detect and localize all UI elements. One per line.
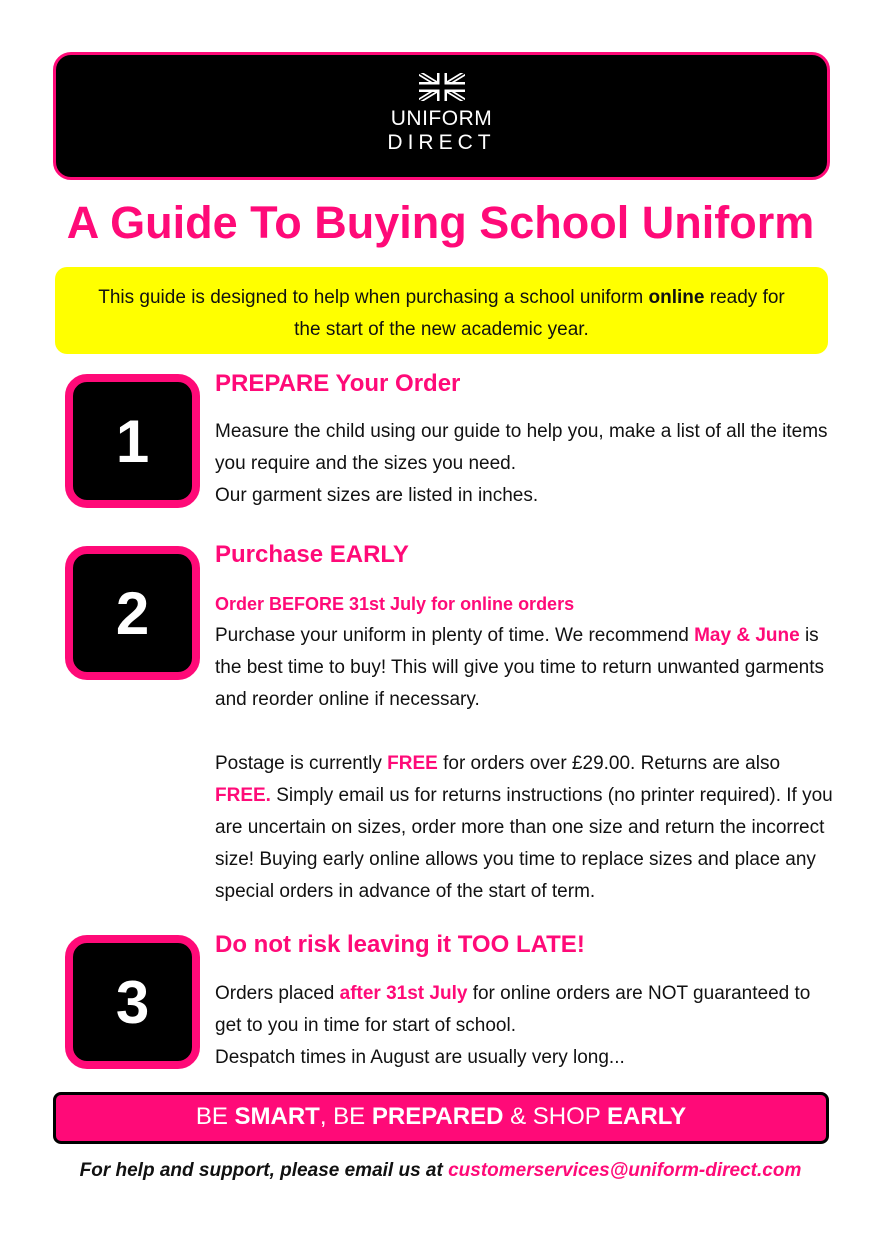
step-3-heading: Do not risk leaving it TOO LATE! bbox=[215, 931, 585, 958]
step-1-text-2: Our garment sizes are listed in inches. bbox=[215, 485, 539, 506]
logo-text-uniform: UNIFORM bbox=[390, 107, 493, 130]
step-3-number-badge: 3 bbox=[65, 935, 200, 1069]
step-2-text-b: is the best time to buy! This will give you time to return unwanted garments and reorder online if necessary. bbox=[215, 625, 825, 710]
support-email-link[interactable]: customerservices@uniform-direct.com bbox=[448, 1160, 802, 1181]
footer-support bbox=[0, 1160, 881, 1182]
slogan-text-1: BE bbox=[195, 1103, 235, 1130]
page-title: A Guide To Buying School Uniform bbox=[66, 197, 815, 248]
brand-logo bbox=[56, 73, 827, 155]
step-2-postage-text: Postage is currently bbox=[215, 753, 388, 774]
step-1-heading: PREPARE Your Order bbox=[215, 370, 461, 397]
free-label: FREE bbox=[387, 753, 438, 774]
slogan-text-3: & SHOP bbox=[503, 1103, 608, 1130]
step-2-number-badge: 2 bbox=[65, 546, 200, 680]
logo-text-direct: DIRECT bbox=[387, 131, 496, 154]
step-3-paragraph-1 bbox=[215, 978, 835, 1042]
step-2-paragraph-2 bbox=[215, 748, 835, 908]
footer-text: For help and support, please email us at bbox=[79, 1160, 449, 1181]
slogan-prepared: PREPARED bbox=[371, 1103, 504, 1130]
step-2-text: Purchase your uniform in plenty of time. We recommend bbox=[215, 625, 695, 646]
union-jack-flag-icon bbox=[419, 73, 465, 101]
step-2-body bbox=[215, 588, 835, 908]
step-1-body bbox=[215, 416, 835, 512]
step-1-text: Measure the child using our guide to help you, make a list of all the items you require and the sizes you need. bbox=[215, 421, 828, 474]
slogan-smart: SMART bbox=[234, 1103, 320, 1130]
step-3-paragraph-2: Despatch times in August are usually very long... bbox=[215, 1047, 625, 1068]
step-3-body bbox=[215, 978, 835, 1074]
slogan-banner bbox=[53, 1092, 829, 1144]
step-3-text: Orders placed bbox=[215, 983, 340, 1004]
step-2-highlight: May & June bbox=[694, 625, 800, 646]
step-2-postage-text-b: for orders over £29.00. Returns are also bbox=[437, 753, 781, 774]
slogan-early: EARLY bbox=[607, 1103, 687, 1130]
slogan-text-2: , BE bbox=[319, 1103, 372, 1130]
intro-text: This guide is designed to help when purchasing a school uniform bbox=[98, 287, 649, 308]
header-banner bbox=[53, 52, 830, 180]
step-1-number-badge: 1 bbox=[65, 374, 200, 508]
intro-box bbox=[55, 267, 828, 354]
intro-bold: online bbox=[648, 287, 705, 308]
step-2-subheading: Order BEFORE 31st July for online orders bbox=[215, 594, 575, 614]
intro-text-end: ready for the start of the new academic year. bbox=[294, 287, 785, 340]
step-2-returns-text: Simply email us for returns instructions (no printer required). If you are uncertain on sizes, order more than one size and return the incorrect size! Buying early online allows you time to replace sizes and place any special orders in advance of the start of term. bbox=[215, 785, 833, 902]
free-returns-label: FREE. bbox=[215, 785, 271, 806]
step-2-heading: Purchase EARLY bbox=[215, 541, 409, 568]
step-2-paragraph-1 bbox=[215, 620, 835, 716]
step-3-highlight: after 31st July bbox=[339, 983, 468, 1004]
step-3-text-b: for online orders are NOT guaranteed to get to you in time for start of school. bbox=[215, 983, 811, 1036]
